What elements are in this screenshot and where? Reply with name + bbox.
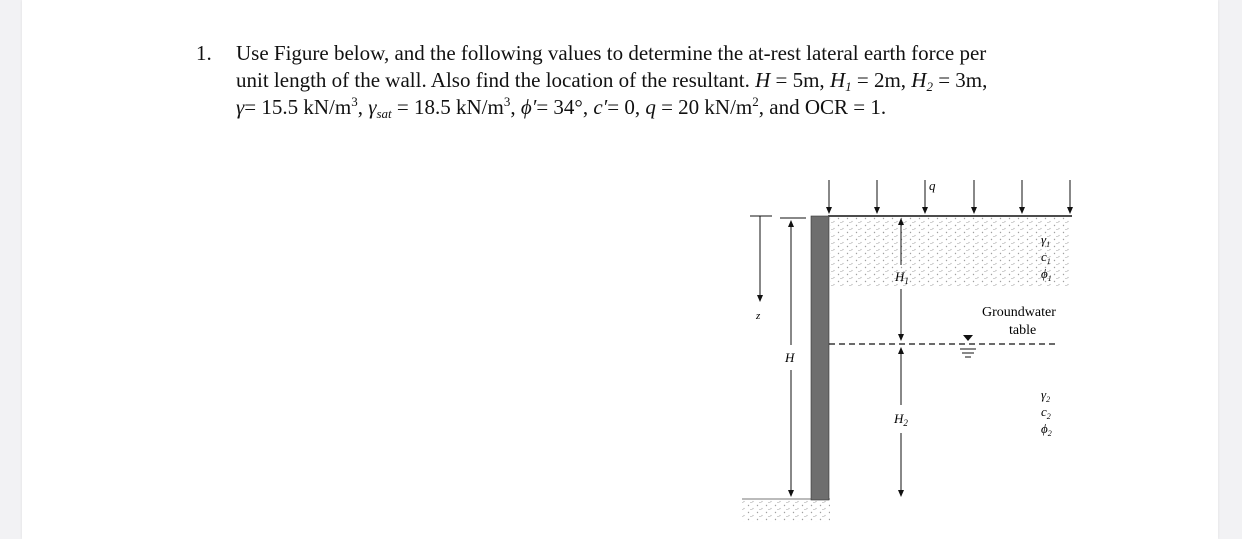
value-gamma: = 15.5 kN/m bbox=[244, 95, 352, 119]
base-soil bbox=[742, 500, 830, 522]
value-phi: = 34°, bbox=[536, 95, 594, 119]
upper-soil-layer bbox=[830, 216, 1070, 286]
retaining-wall bbox=[811, 216, 829, 500]
layer2-cohesion bbox=[1041, 404, 1051, 421]
separator-1: , bbox=[357, 95, 369, 119]
surcharge-label: q bbox=[929, 178, 936, 193]
gamma-sat-exponent: 3 bbox=[503, 94, 511, 109]
problem-number: 1. bbox=[196, 41, 212, 65]
H2-label-symbol: H bbox=[894, 411, 904, 426]
H1-label-symbol: H bbox=[895, 269, 905, 284]
var-gamma: γ bbox=[236, 95, 245, 119]
problem-tail: , and OCR = 1. bbox=[758, 95, 887, 119]
layer1-phi-subscript: 1 bbox=[1047, 274, 1052, 283]
layer1-gamma-symbol: γ bbox=[1041, 232, 1047, 247]
var-H1: H bbox=[829, 68, 846, 92]
H-label: H bbox=[785, 350, 795, 365]
var-phi: ϕ′ bbox=[520, 95, 537, 119]
layer1-c-symbol: c bbox=[1041, 249, 1047, 264]
value-H1: = 2m, bbox=[851, 68, 912, 92]
var-H: H bbox=[755, 68, 771, 92]
var-gamma-sat-subscript: sat bbox=[376, 106, 392, 121]
layer2-gamma-symbol: γ bbox=[1041, 387, 1047, 402]
water-table-triangle bbox=[963, 335, 973, 341]
value-gamma-sat: = 18.5 kN/m bbox=[391, 95, 504, 119]
var-H2-subscript: 2 bbox=[926, 79, 933, 94]
var-H2: H bbox=[911, 68, 927, 92]
value-q: = 20 kN/m bbox=[655, 95, 753, 119]
H2-label-subscript: 2 bbox=[903, 418, 908, 428]
layer2-c-subscript: 2 bbox=[1046, 412, 1051, 421]
value-H2: = 3m, bbox=[932, 68, 988, 92]
value-H: = 5m, bbox=[770, 68, 830, 92]
var-gamma-sat: γ bbox=[368, 95, 377, 119]
H2-label bbox=[893, 411, 908, 428]
var-c: c′ bbox=[593, 95, 608, 119]
var-H1-subscript: 1 bbox=[845, 79, 852, 94]
layer1-phi-symbol: ϕ bbox=[1041, 266, 1048, 281]
layer2-c-symbol: c bbox=[1041, 404, 1047, 419]
H1-label-subscript: 1 bbox=[904, 276, 909, 286]
surcharge-arrows bbox=[829, 180, 1070, 213]
var-q: q bbox=[645, 95, 656, 119]
problem-text-line-1: Use Figure below, and the following values to determine the at-rest lateral earth force per bbox=[236, 41, 987, 65]
groundwater-label-line-2: table bbox=[1009, 323, 1037, 338]
layer2-gamma-subscript: 2 bbox=[1046, 395, 1051, 404]
layer2-phi bbox=[1041, 421, 1052, 438]
water-table-symbol bbox=[960, 335, 976, 357]
groundwater-label-line-1: Groundwater bbox=[982, 305, 1056, 320]
z-label: z bbox=[756, 310, 761, 322]
q-exponent: 2 bbox=[752, 94, 759, 109]
separator-2: , bbox=[510, 95, 521, 119]
layer2-phi-subscript: 2 bbox=[1047, 429, 1052, 438]
problem-text-line-2: unit length of the wall. Also find the location of the resultant. bbox=[236, 68, 756, 92]
layer2-phi-symbol: ϕ bbox=[1041, 421, 1048, 436]
layer1-gamma-subscript: 1 bbox=[1046, 240, 1051, 249]
layer1-c-subscript: 1 bbox=[1046, 257, 1051, 266]
gamma-exponent: 3 bbox=[351, 94, 358, 109]
layer2-gamma bbox=[1041, 387, 1050, 404]
value-c: = 0, bbox=[607, 95, 646, 119]
